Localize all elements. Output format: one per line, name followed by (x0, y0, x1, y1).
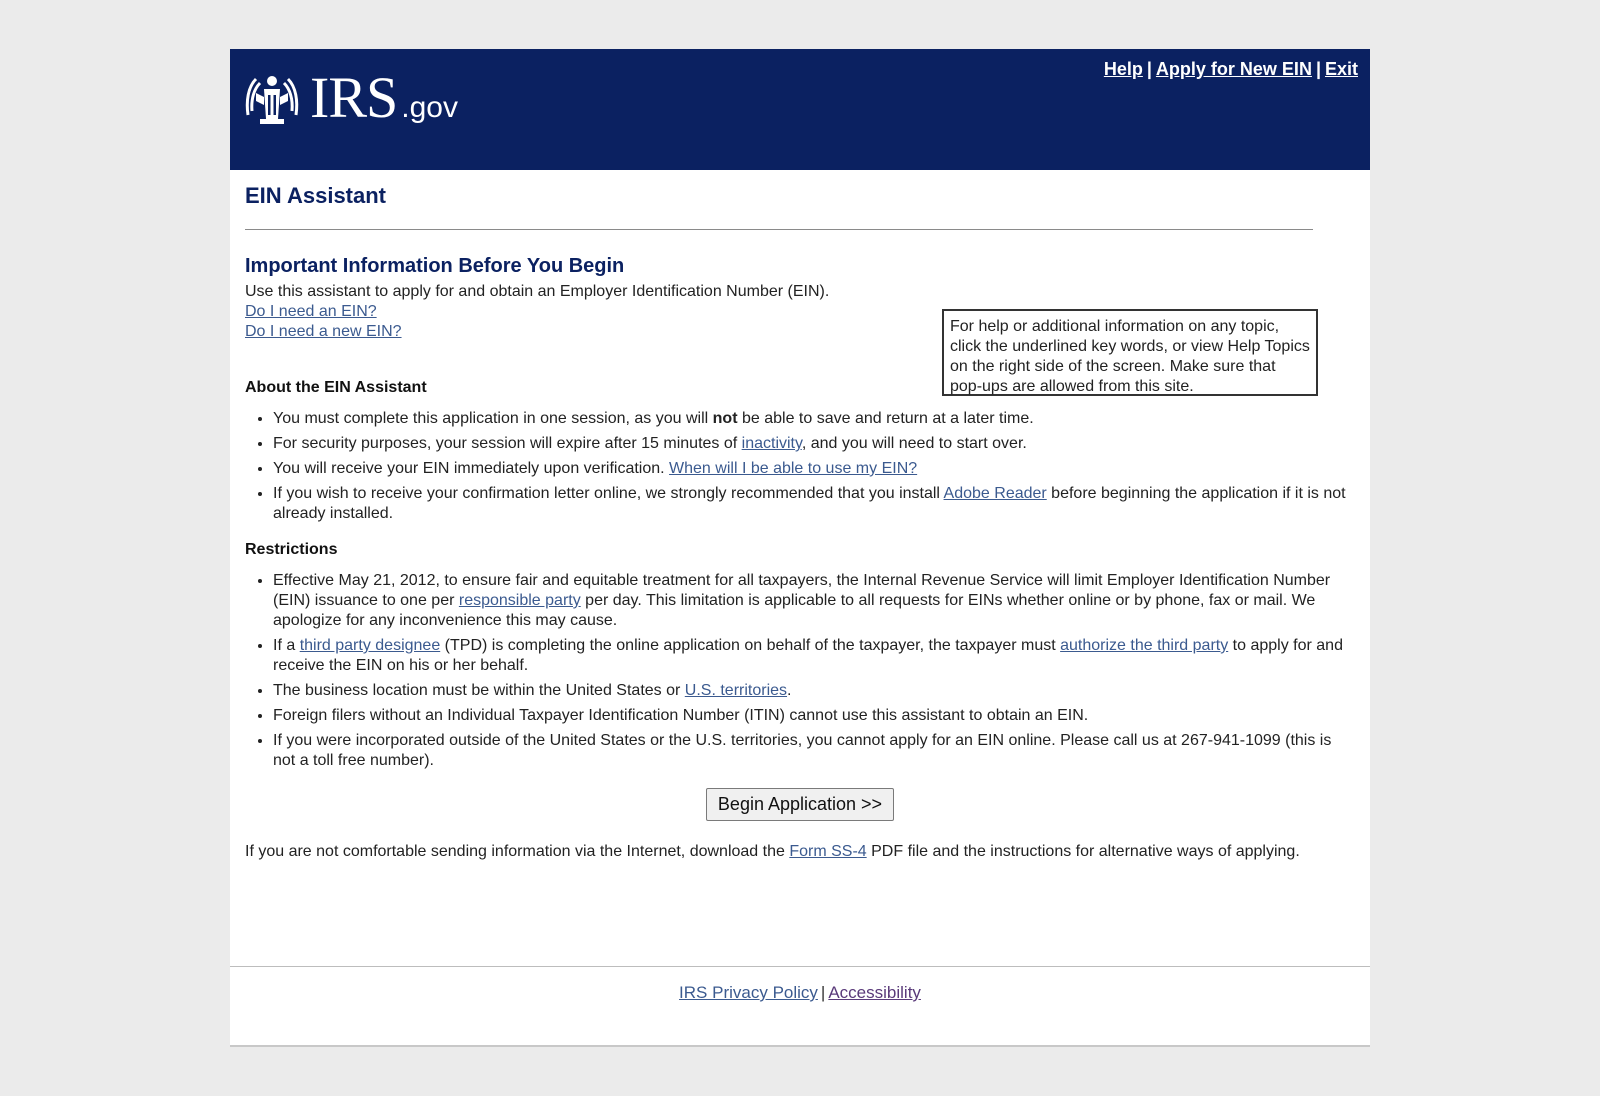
title-divider (245, 229, 1313, 230)
list-item: • Foreign filers without an Individual Taxpayer Identification Number (ITIN) cannot use this assistant to obtain an EIN. (273, 706, 1355, 726)
apply-new-ein-link[interactable]: Apply for New EIN (1155, 59, 1312, 79)
list-item: • Effective May 21, 2012, to ensure fair and equitable treatment for all taxpayers, the Internal Revenue Service will limit Employer Identification Number (EIN) issuance to one per responsible party per day. This limitation is applicable to all requests for EINs whether online or by phone, fax or mail. We apologize for any inconvenience this may cause. (273, 571, 1355, 631)
list-item: • For security purposes, your session will expire after 15 minutes of inactivity, and you will need to start over. (273, 434, 1355, 454)
accessibility-link[interactable]: Accessibility (828, 983, 921, 1002)
authorize-third-party-link[interactable]: authorize the third party (1060, 637, 1229, 654)
list-item: • You must complete this application in one session, as you will not be able to save and return at a later time. (273, 409, 1355, 429)
footer (230, 983, 1370, 1003)
logo-suffix: .gov (401, 91, 458, 124)
top-nav (1104, 59, 1358, 80)
restrictions-list (245, 571, 1355, 771)
about-title: About the EIN Assistant (245, 379, 427, 396)
us-territories-link[interactable]: U.S. territories (684, 682, 788, 699)
footer-separator: | (820, 983, 826, 1002)
list-item: • If you were incorporated outside of the United States or the U.S. territories, you cannot apply for an EIN online. Please call us at 267-941-1099 (this is not a toll free number). (273, 731, 1355, 771)
responsible-party-link[interactable]: responsible party (458, 592, 581, 609)
list-item: • You will receive your EIN immediately upon verification. When will I be able to use my EIN? (273, 459, 1355, 479)
button-row (245, 788, 1355, 821)
page-container (230, 49, 1370, 1047)
nav-separator: | (1315, 59, 1321, 79)
help-info-box: For help or additional information on any topic, click the underlined key words, or view Help Topics on the right side of the screen. Make sure that pop-ups are allowed from this site. (942, 309, 1318, 396)
form-ss4-link[interactable]: Form SS-4 (789, 843, 867, 860)
about-list (245, 409, 1355, 524)
adobe-reader-link[interactable]: Adobe Reader (943, 485, 1047, 502)
list-item: • If you wish to receive your confirmation letter online, we strongly recommended that you install Adobe Reader before beginning the application if it is not already installed. (273, 484, 1355, 524)
alternative-note: If you are not comfortable sending information via the Internet, download the Form SS-4 PDF file and the instructions for alternative ways of applying. (245, 843, 1300, 860)
privacy-policy-link[interactable]: IRS Privacy Policy (679, 983, 818, 1002)
main-content (245, 170, 1355, 862)
eagle-emblem-icon (242, 71, 302, 127)
help-link[interactable]: Help (1103, 59, 1143, 79)
intro-text: Use this assistant to apply for and obtain an Employer Identification Number (EIN). (245, 283, 830, 300)
header-bar (230, 49, 1370, 170)
page-title: EIN Assistant (245, 183, 387, 208)
restrictions-title: Restrictions (245, 541, 338, 558)
need-new-ein-link[interactable]: Do I need a new EIN? (245, 323, 402, 340)
list-item: • The business location must be within the United States or U.S. territories. (273, 681, 1355, 701)
irs-logo[interactable] (242, 65, 458, 130)
when-use-ein-link[interactable]: When will I be able to use my EIN? (669, 460, 918, 477)
inactivity-link[interactable]: inactivity (741, 435, 802, 452)
third-party-designee-link[interactable]: third party designee (299, 637, 441, 654)
begin-application-button[interactable]: Begin Application >> (706, 788, 894, 821)
list-item: • If a third party designee (TPD) is completing the online application on behalf of the taxpayer, the taxpayer must authorize the third party to apply for and receive the EIN on his or her behalf. (273, 636, 1355, 676)
exit-link[interactable]: Exit (1324, 59, 1358, 79)
logo-text: IRS (310, 65, 398, 130)
footer-divider (230, 966, 1370, 967)
nav-separator: | (1146, 59, 1152, 79)
section-title: Important Information Before You Begin (245, 255, 625, 277)
need-ein-link[interactable]: Do I need an EIN? (245, 303, 377, 320)
